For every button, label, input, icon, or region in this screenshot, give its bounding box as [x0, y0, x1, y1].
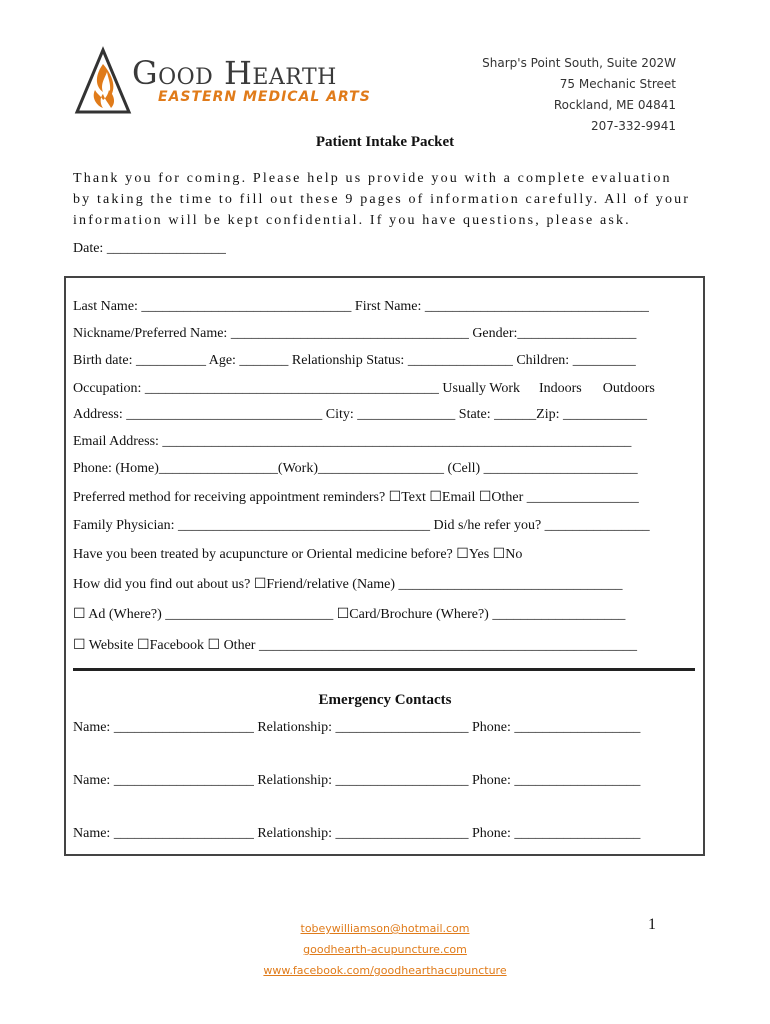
date-field[interactable]: Date: _________________: [73, 241, 226, 256]
prior-treatment-row[interactable]: Have you been treated by acupuncture or Oriental medicine before? ☐Yes ☐No: [73, 547, 523, 562]
page-title: Patient Intake Packet: [315, 134, 455, 150]
indoors-option[interactable]: Indoors: [538, 381, 582, 396]
emergency-contact-row[interactable]: Name: ____________________ Relationship: ___________________ Phone: __________________: [73, 773, 641, 788]
referral-source-row[interactable]: How did you find out about us? ☐Friend/relative (Name) ________________________________: [73, 577, 623, 592]
address-block: [482, 53, 676, 137]
phone-row[interactable]: Phone: (Home)_________________(Work)__________________ (Cell) ______________________: [73, 461, 638, 476]
website-facebook-row[interactable]: ☐ Website ☐Facebook ☐ Other ______________________________________________________: [73, 638, 637, 653]
website-link[interactable]: goodhearth-acupuncture.com: [303, 943, 467, 956]
family-physician-row[interactable]: Family Physician: ____________________________________ Did s/he refer you? _______________: [73, 518, 650, 533]
emergency-contact-row[interactable]: Name: ____________________ Relationship: ___________________ Phone: __________________: [73, 826, 641, 841]
address-line: Sharp's Point South, Suite 202W: [482, 56, 676, 70]
address-line: Rockland, ME 04841: [553, 98, 676, 112]
intro-paragraph: Thank you for coming. Please help us provide you with a complete evaluation by taking the time to fill out these 9 pages of information carefully. All of your information will be kept confidential. If you have questions, please ask.: [73, 171, 691, 228]
reminder-method-row[interactable]: Preferred method for receiving appointment reminders? ☐Text ☐Email ☐Other ________________: [73, 490, 639, 505]
ad-card-row[interactable]: ☐ Ad (Where?) ________________________ ☐Card/Brochure (Where?) ___________________: [73, 607, 626, 622]
occupation-field[interactable]: Occupation: __________________________________________ Usually Work: [73, 381, 520, 396]
address-row[interactable]: Address: ____________________________ City: ______________ State: ______Zip: ____________: [73, 407, 647, 422]
phone-line: 207-332-9941: [590, 119, 676, 133]
emergency-contact-row[interactable]: Name: ____________________ Relationship: ___________________ Phone: __________________: [73, 720, 641, 735]
brand-name: Good Hearth: [132, 54, 337, 92]
nickname-gender-row[interactable]: Nickname/Preferred Name: __________________________________ Gender:_________________: [73, 326, 637, 341]
occupation-row[interactable]: [73, 381, 695, 397]
email-row[interactable]: Email Address: ___________________________________________________________________: [73, 434, 632, 449]
email-link[interactable]: tobeywilliamson@hotmail.com: [300, 922, 470, 935]
facebook-link[interactable]: www.facebook.com/goodhearthacupuncture: [263, 964, 507, 977]
brand-tagline: EASTERN MEDICAL ARTS: [158, 89, 371, 105]
address-line: 75 Mechanic Street: [559, 77, 676, 91]
birth-age-status-row[interactable]: Birth date: __________ Age: _______ Relationship Status: _______________ Children: _________: [73, 353, 636, 368]
name-row[interactable]: Last Name: ______________________________ First Name: ________________________________: [73, 299, 649, 314]
page-number: 1: [648, 916, 656, 933]
emergency-contacts-title: Emergency Contacts: [318, 692, 452, 708]
section-divider: [73, 668, 695, 671]
outdoors-option[interactable]: Outdoors: [602, 381, 655, 396]
